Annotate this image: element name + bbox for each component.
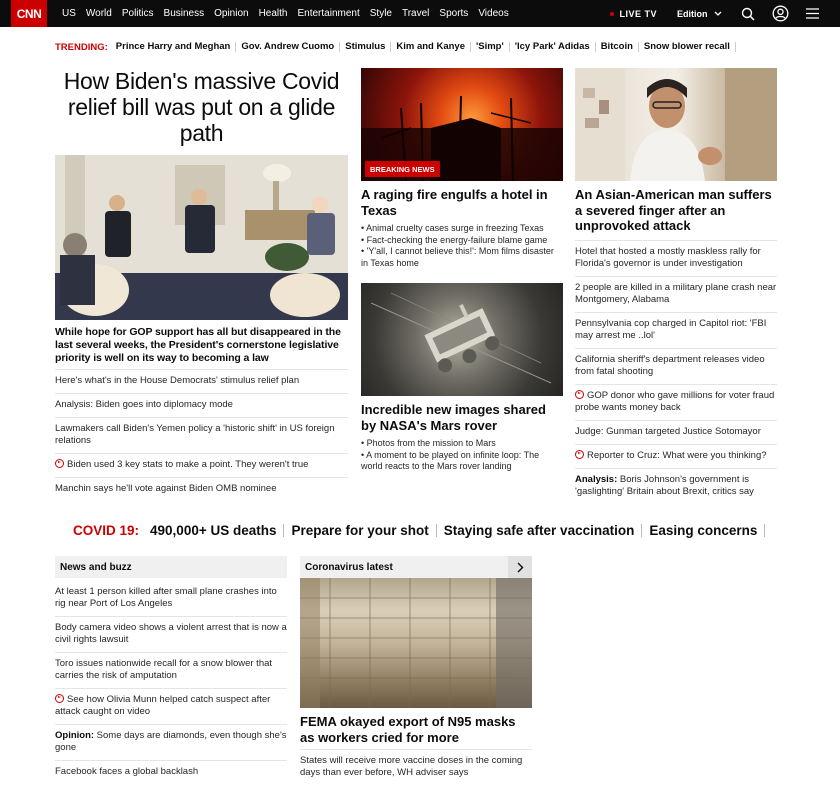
trending-bar: [55, 40, 775, 54]
coronavirus-list: [300, 749, 532, 785]
list-item[interactable]: [55, 418, 348, 454]
asian-american-man-photo[interactable]: [575, 68, 777, 181]
live-tv-label: LIVE TV: [619, 8, 657, 19]
live-dot-icon: [610, 12, 614, 16]
list-item[interactable]: [575, 240, 777, 277]
list-item-text: Pennsylvania cop charged in Capitol riot: 'FBI may arrest me ..lol': [575, 317, 767, 341]
opinion-label: Opinion:: [55, 730, 95, 741]
list-item[interactable]: [575, 421, 777, 445]
news-buzz-list: [55, 581, 287, 784]
list-item[interactable]: [55, 689, 287, 725]
top-navigation-bar: [0, 0, 840, 27]
list-item[interactable]: [575, 469, 777, 504]
list-item[interactable]: [55, 761, 287, 784]
section-header: [300, 556, 532, 578]
list-item-text: Body camera video shows a violent arrest that is now a civil rights lawsuit: [55, 622, 287, 645]
list-item[interactable]: [575, 445, 777, 469]
chevron-right-icon[interactable]: [508, 556, 532, 578]
list-item[interactable]: [55, 581, 287, 617]
list-item-text: Here's what's in the House Democrats' stimulus relief plan: [55, 375, 300, 386]
nav-style[interactable]: Style: [369, 8, 392, 19]
breaking-news-badge: BREAKING NEWS: [365, 161, 440, 177]
video-play-icon: [55, 694, 64, 703]
list-item[interactable]: [575, 349, 777, 385]
nav-entertainment[interactable]: Entertainment: [297, 8, 360, 19]
list-item[interactable]: • Photos from the mission to Mars: [361, 438, 496, 448]
trending-label: TRENDING:: [55, 41, 108, 53]
list-item[interactable]: [575, 385, 777, 421]
edition-label: Edition: [676, 8, 708, 19]
right-related-list: [575, 240, 777, 504]
list-item[interactable]: [55, 478, 348, 501]
live-tv-link[interactable]: [610, 9, 657, 19]
list-item-text: Manchin says he'll vote against Biden OMB nominee: [55, 483, 277, 494]
list-item[interactable]: • A moment to be played on infinite loop: The world reacts to the Mars rover landing: [361, 449, 540, 471]
nav-us[interactable]: US: [62, 8, 76, 19]
trending-item[interactable]: 'Simp': [471, 42, 510, 52]
nav-travel[interactable]: Travel: [401, 8, 430, 19]
covid-link[interactable]: Prepare for your shot: [284, 524, 436, 537]
video-play-icon: [575, 450, 584, 459]
nav-videos[interactable]: Videos: [478, 8, 509, 19]
list-item-text: Reporter to Cruz: What were you thinking?: [587, 449, 767, 461]
list-item-text: Toro issues nationwide recall for a snow blower that carries the risk of amputation: [55, 658, 273, 681]
list-item[interactable]: [55, 454, 348, 478]
trending-item[interactable]: Bitcoin: [596, 42, 639, 52]
list-item-text: Analysis: Biden goes into diplomacy mode: [55, 399, 233, 410]
middle-column: [361, 68, 563, 473]
lead-headline[interactable]: How Biden's massive Covid relief bill was put on a glide path: [63, 68, 340, 146]
main-nav: [57, 8, 514, 19]
list-item-text: Lawmakers call Biden's Yemen policy a 'historic shift' in US foreign relations: [55, 423, 335, 446]
list-item-text: Some days are diamonds, even though she's gone: [55, 730, 287, 753]
account-icon[interactable]: [770, 4, 790, 24]
list-item-text: States will receive more vaccine doses in the coming days than ever before, WH adviser says: [300, 755, 523, 778]
list-item-text: At least 1 person killed after small plane crashes into rig near Port of Los Angeles: [55, 586, 277, 609]
nav-health[interactable]: Health: [258, 8, 288, 19]
cnn-logo[interactable]: CNN: [11, 0, 47, 27]
covid-link[interactable]: Easing concerns: [642, 524, 765, 537]
chevron-down-icon: [714, 11, 722, 17]
finger-attack-headline[interactable]: An Asian-American man suffers a severed finger after an unprovoked attack: [575, 187, 772, 233]
list-item-text: Biden used 3 key stats to make a point. They weren't true: [67, 459, 309, 470]
list-item-text: Hotel that hosted a mostly maskless rally for Florida's governor is under investigation: [575, 245, 761, 269]
fema-headline[interactable]: FEMA okayed export of N95 masks as workers cried for more: [300, 714, 516, 745]
list-item[interactable]: • Animal cruelty cases surge in freezing Texas: [361, 223, 544, 233]
nav-opinion[interactable]: Opinion: [214, 8, 249, 19]
lead-story-column: [55, 68, 348, 501]
list-item[interactable]: [55, 725, 287, 761]
analysis-label: Analysis:: [575, 473, 618, 485]
fire-related-list: [361, 223, 563, 269]
news-and-buzz-section: [55, 556, 287, 784]
mars-rover-photo[interactable]: [361, 283, 563, 396]
video-play-icon: [55, 459, 64, 468]
list-item-text: See how Olivia Munn helped catch suspect after attack caught on video: [55, 694, 271, 717]
list-item[interactable]: • Fact-checking the energy-failure blame game: [361, 234, 548, 245]
trending-item[interactable]: Kim and Kanye: [391, 42, 471, 52]
nav-politics[interactable]: Politics: [121, 8, 154, 19]
list-item[interactable]: [55, 617, 287, 653]
coronavirus-latest-section: [300, 556, 532, 785]
list-item-text: Boris Johnson's government is 'gaslighting' Britain about Brexit, critics say: [575, 473, 754, 497]
list-item[interactable]: [55, 369, 348, 394]
trending-item[interactable]: Stimulus: [340, 42, 391, 52]
covid-link[interactable]: Staying safe after vaccination: [437, 524, 643, 537]
menu-icon[interactable]: [802, 4, 822, 24]
list-item-text: 2 people are killed in a military plane crash near Montgomery, Alabama: [575, 281, 777, 305]
list-item[interactable]: [55, 394, 348, 418]
fire-headline[interactable]: A raging fire engulfs a hotel in Texas: [361, 187, 548, 218]
section-title: Coronavirus latest: [305, 561, 393, 573]
list-item[interactable]: [575, 313, 777, 349]
covid-topic-bar: [73, 521, 765, 539]
lead-related-list: [55, 369, 348, 501]
list-item[interactable]: [575, 277, 777, 313]
trending-item[interactable]: 'Icy Park' Adidas: [510, 42, 596, 52]
list-item-text: California sheriff's department releases video from fatal shooting: [575, 353, 765, 377]
list-item[interactable]: • 'Y'all, I cannot believe this!': Mom films disaster in Texas home: [361, 246, 554, 268]
search-icon[interactable]: [738, 4, 758, 24]
mars-headline[interactable]: Incredible new images shared by NASA's Mars rover: [361, 402, 546, 433]
list-item[interactable]: [300, 749, 532, 785]
list-item-text: GOP donor who gave millions for voter fraud probe wants money back: [575, 389, 775, 413]
trending-item[interactable]: Gov. Andrew Cuomo: [236, 42, 340, 52]
lead-summary[interactable]: While hope for GOP support has all but disappeared in the last several weeks, the President's cornerstone legislative priority is well on its way to becoming a law: [55, 326, 341, 364]
right-column: [575, 68, 777, 504]
fire-hotel-photo[interactable]: [361, 68, 563, 181]
list-item[interactable]: [55, 653, 287, 689]
lead-photo-oval-office[interactable]: [55, 155, 348, 320]
mars-related-list: [361, 438, 563, 473]
header-actions: [610, 0, 840, 27]
list-item-text: Facebook faces a global backlash: [55, 766, 199, 777]
mask-boxes-photo[interactable]: [300, 578, 532, 708]
nav-world[interactable]: World: [85, 8, 112, 19]
section-header: [55, 556, 287, 578]
edition-selector[interactable]: [677, 9, 722, 19]
covid-label: COVID 19:: [73, 522, 140, 538]
covid-link[interactable]: 490,000+ US deaths: [143, 524, 284, 537]
trending-item[interactable]: Snow blower recall: [639, 42, 736, 52]
nav-sports[interactable]: Sports: [439, 8, 469, 19]
nav-business[interactable]: Business: [163, 8, 205, 19]
list-item-text: Judge: Gunman targeted Justice Sotomayor: [575, 425, 761, 437]
video-play-icon: [575, 390, 584, 399]
trending-item[interactable]: Prince Harry and Meghan: [111, 42, 237, 52]
section-title: News and buzz: [60, 561, 132, 573]
